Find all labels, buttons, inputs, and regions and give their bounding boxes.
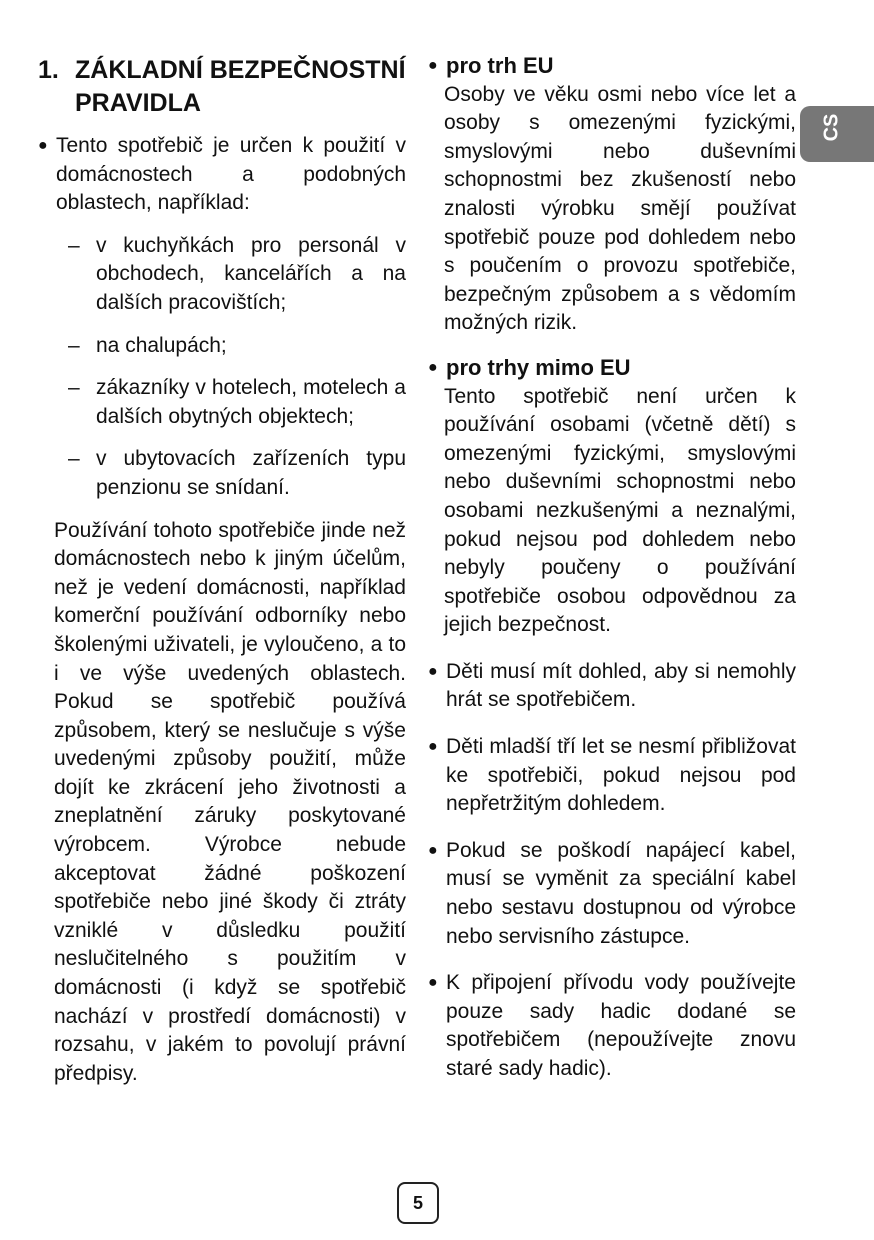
bullet-icon: ● — [428, 358, 438, 376]
list-item — [38, 445, 406, 502]
dash-icon: – — [68, 376, 80, 400]
safety-bullet — [428, 733, 796, 819]
section-title — [75, 54, 406, 120]
safety-bullet-text: K připojení přívodu vody používejte pouze sady hadic dodané se spotřebičem (nepoužívejte znovu staré sady hadic). — [446, 971, 796, 1080]
list-item — [38, 374, 406, 431]
list-item-text: v kuchyňkách pro personál v obchodech, kancelářích a na dalších pracovištích; — [96, 233, 406, 314]
intro-bullet — [38, 132, 406, 218]
eu-market-text: Osoby ve věku osmi nebo více let a osoby s omezenými fyzickými, smyslovými nebo duševními schopnostmi bez zkušeností nebo znalosti výrobku smějí používat spotřebič pouze pod dohledem nebo s poučením o provozu spotřebiče, bezpečným způsobem a s vědomím možných rizik. — [444, 82, 796, 335]
list-item — [38, 332, 406, 361]
safety-bullet-text: Děti musí mít dohled, aby si nemohly hrát se spotřebičem. — [446, 659, 796, 712]
bullet-icon: ● — [428, 662, 438, 680]
list-item-text: zákazníky v hotelech, motelech a dalších obytných objektech; — [96, 376, 406, 428]
section-title-line2: PRAVIDLA — [75, 89, 201, 117]
safety-bullet — [428, 837, 796, 951]
usage-list — [38, 232, 406, 503]
usage-restriction-paragraph: Používání tohoto spotřebiče jinde než domácnostech nebo k jiným účelům, než je vedení domácnosti, například komerční používání odborníky nebo školenými uživateli, je vyloučeno, a to i ve výše uvedených oblastech. Pokud se spotřebič používá způsobem, který se neslučuje s výše uvedenými způsoby použití, může dojít ke zkrácení jeho životnosti a zneplatnění záruky poskytované výrobcem. Výrobce nebude akceptovat žádné poškození spotřebiče nebo jiné škody či ztráty vzniklé v důsledku použití neslučitelného s použitím v domácnosti (i když se spotřebič nachází v prostředí domácnosti) v rozsahu, v jakém to povolují právní předpisy. — [54, 518, 406, 1085]
safety-bullet-text: Děti mladší tří let se nesmí přibližovat ke spotřebiči, pokud nejsou pod nepřetržitým dohledem. — [446, 735, 796, 816]
section-number: 1. — [38, 56, 59, 84]
intro-bullet-text: Tento spotřebič je určen k použití v domácnostech a podobných oblastech, například: — [56, 134, 406, 215]
bullet-icon: ● — [428, 738, 438, 756]
dash-icon: – — [68, 447, 80, 471]
safety-bullet-text: Pokud se poškodí napájecí kabel, musí se vyměnit za speciální kabel nebo sestavu dostupnou od výrobce nebo servisního zástupce. — [446, 838, 796, 948]
bullet-icon: ● — [428, 57, 438, 74]
non-eu-market-heading — [428, 354, 796, 383]
list-item-text: na chalupách; — [96, 333, 227, 357]
list-item-text: v ubytovacích zařízeních typu penzionu se snídaní. — [96, 447, 406, 499]
language-tab-label: CS — [820, 113, 843, 142]
right-column — [428, 50, 796, 1084]
bullet-icon: ● — [428, 974, 438, 992]
non-eu-market-text: Tento spotřebič není určen k používání osobami (včetně dětí) s omezenými fyzickými, smyslovými nebo duševními schopnostmi nebo osobami nezkušenými a neznalými, pokud nejsou pod dohledem nebo nebyly poučeny o používání spotřebiče osobou odpovědnou za jejich bezpečnost. — [444, 384, 796, 637]
list-item — [38, 232, 406, 318]
left-column — [38, 50, 406, 1088]
bullet-icon: ● — [38, 137, 48, 154]
eu-market-heading — [428, 52, 796, 81]
language-tab — [800, 106, 874, 162]
section-title-line1: ZÁKLADNÍ BEZPEČNOSTNÍ — [75, 56, 406, 84]
dash-icon: – — [68, 233, 80, 257]
page-number: 5 — [397, 1182, 439, 1224]
section-heading — [38, 54, 406, 120]
dash-icon: – — [68, 333, 80, 357]
safety-bullet — [428, 658, 796, 715]
non-eu-market-heading-text: pro trhy mimo EU — [446, 354, 631, 380]
eu-market-heading-text: pro trh EU — [446, 53, 554, 78]
bullet-icon: ● — [428, 841, 438, 859]
safety-bullet — [428, 969, 796, 1083]
